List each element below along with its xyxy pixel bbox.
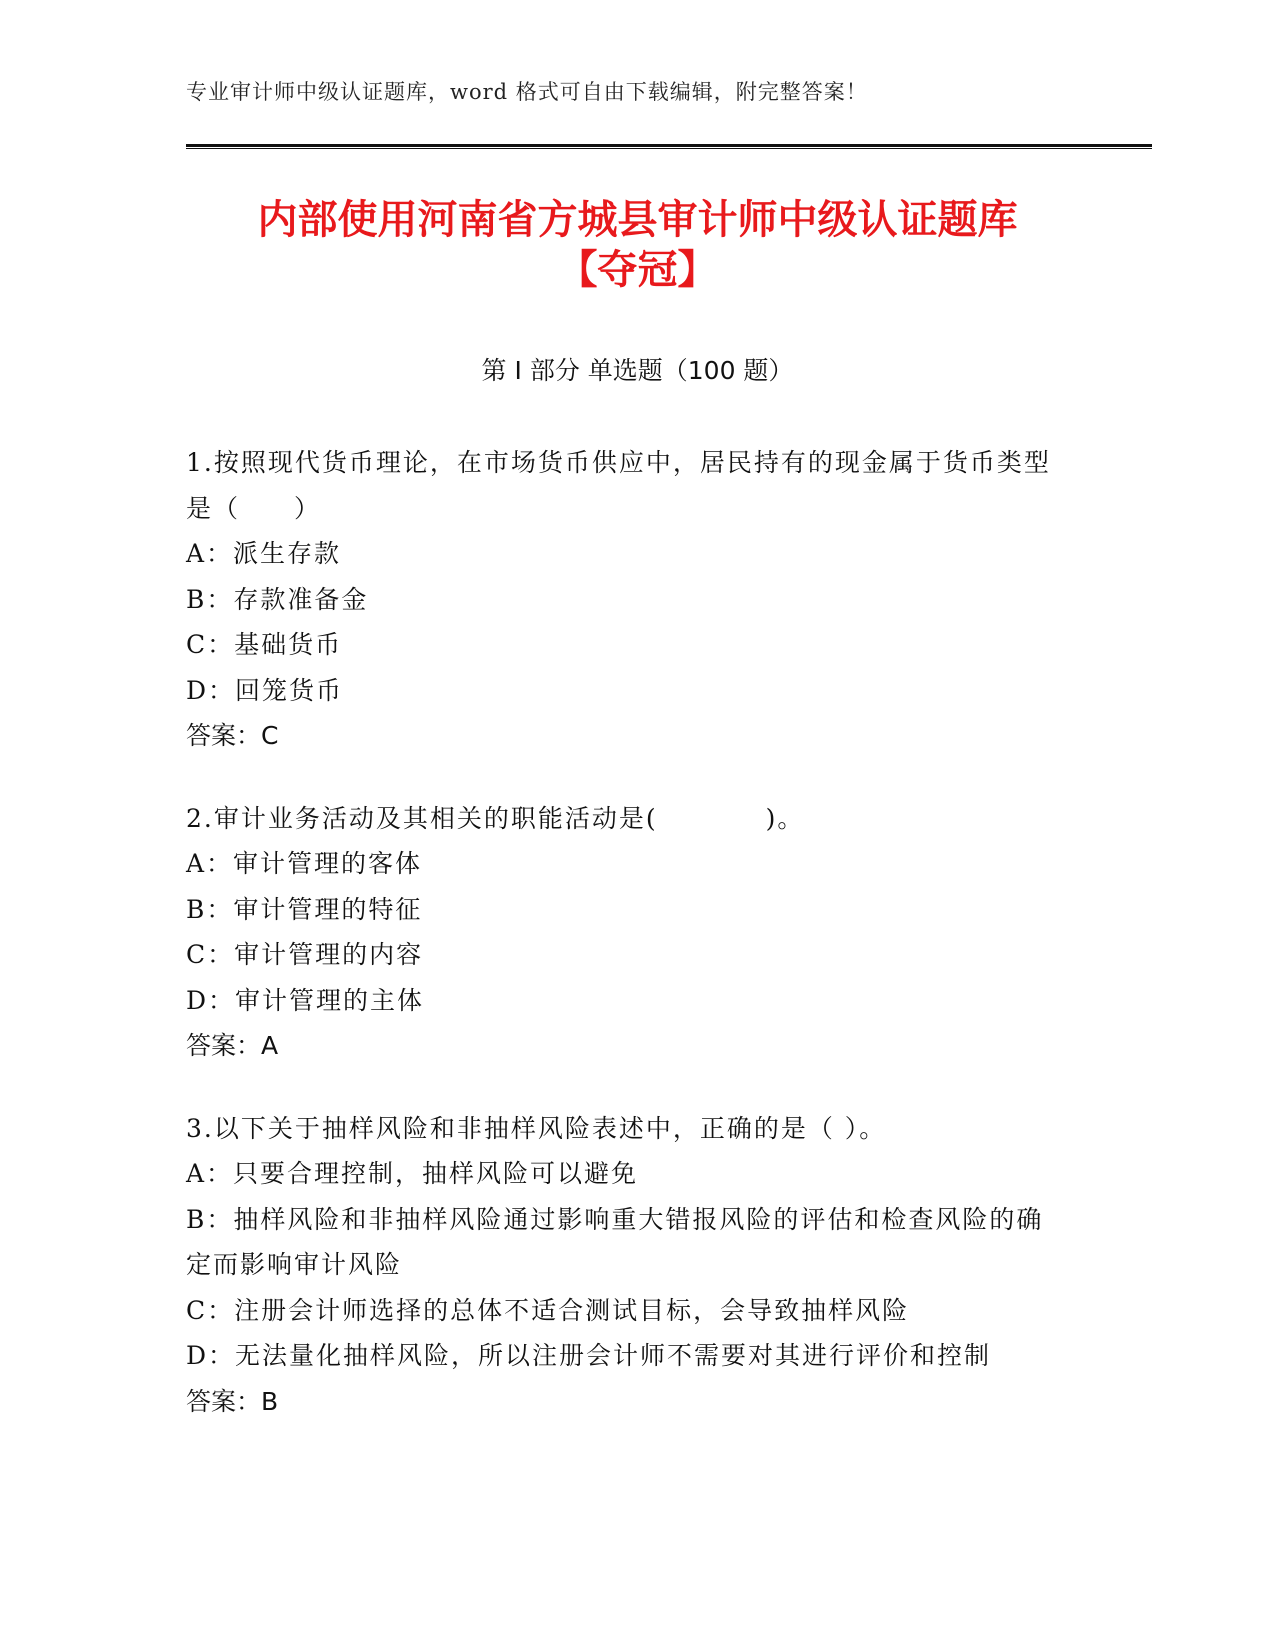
header-note: 专业审计师中级认证题库，word 格式可自由下载编辑，附完整答案！ [186,80,868,104]
section-heading: 第 I 部分 单选题（100 题） [481,356,794,385]
question-stem: 1.按照现代货币理论，在市场货币供应中，居民持有的现金属于货币类型是（ ） [186,448,1051,523]
document-title [100,195,1175,295]
question-2 [186,796,1086,1069]
option-d: D：审计管理的主体 [186,985,425,1015]
option-d: D：回笼货币 [186,675,344,705]
option-a: A：只要合理控制，抽样风险可以避免 [186,1159,639,1188]
option-c: C：注册会计师选择的总体不适合测试目标，会导致抽样风险 [186,1295,910,1325]
question-3 [186,1106,1086,1425]
question-stem: 2.审计业务活动及其相关的职能活动是( )。 [186,803,805,833]
answer-line: 答案：B [186,1386,279,1416]
answer-line: 答案：C [186,721,279,750]
question-stem: 3.以下关于抽样风险和非抽样风险表述中，正确的是（ ）。 [186,1113,887,1143]
option-c: C：基础货币 [186,630,343,659]
option-a: A：派生存款 [186,539,342,568]
document-title-line-1: 内部使用河南省方城县审计师中级认证题库 [257,197,1018,243]
option-a: A：审计管理的客体 [186,849,423,878]
header-divider [186,144,1152,149]
option-d: D：无法量化抽样风险，所以注册会计师不需要对其进行评价和控制 [186,1341,992,1370]
document-title-line-2: 【夺冠】 [557,247,718,293]
option-b: B：存款准备金 [186,584,369,614]
answer-line: 答案：A [186,1031,279,1060]
question-list [186,440,1086,1461]
option-c: C：审计管理的内容 [186,940,424,969]
option-b: B：审计管理的特征 [186,894,423,924]
question-1 [186,440,1086,759]
option-b: B：抽样风险和非抽样风险通过影响重大错报风险的评估和检查风险的确定而影响审计风险 [186,1204,1044,1279]
